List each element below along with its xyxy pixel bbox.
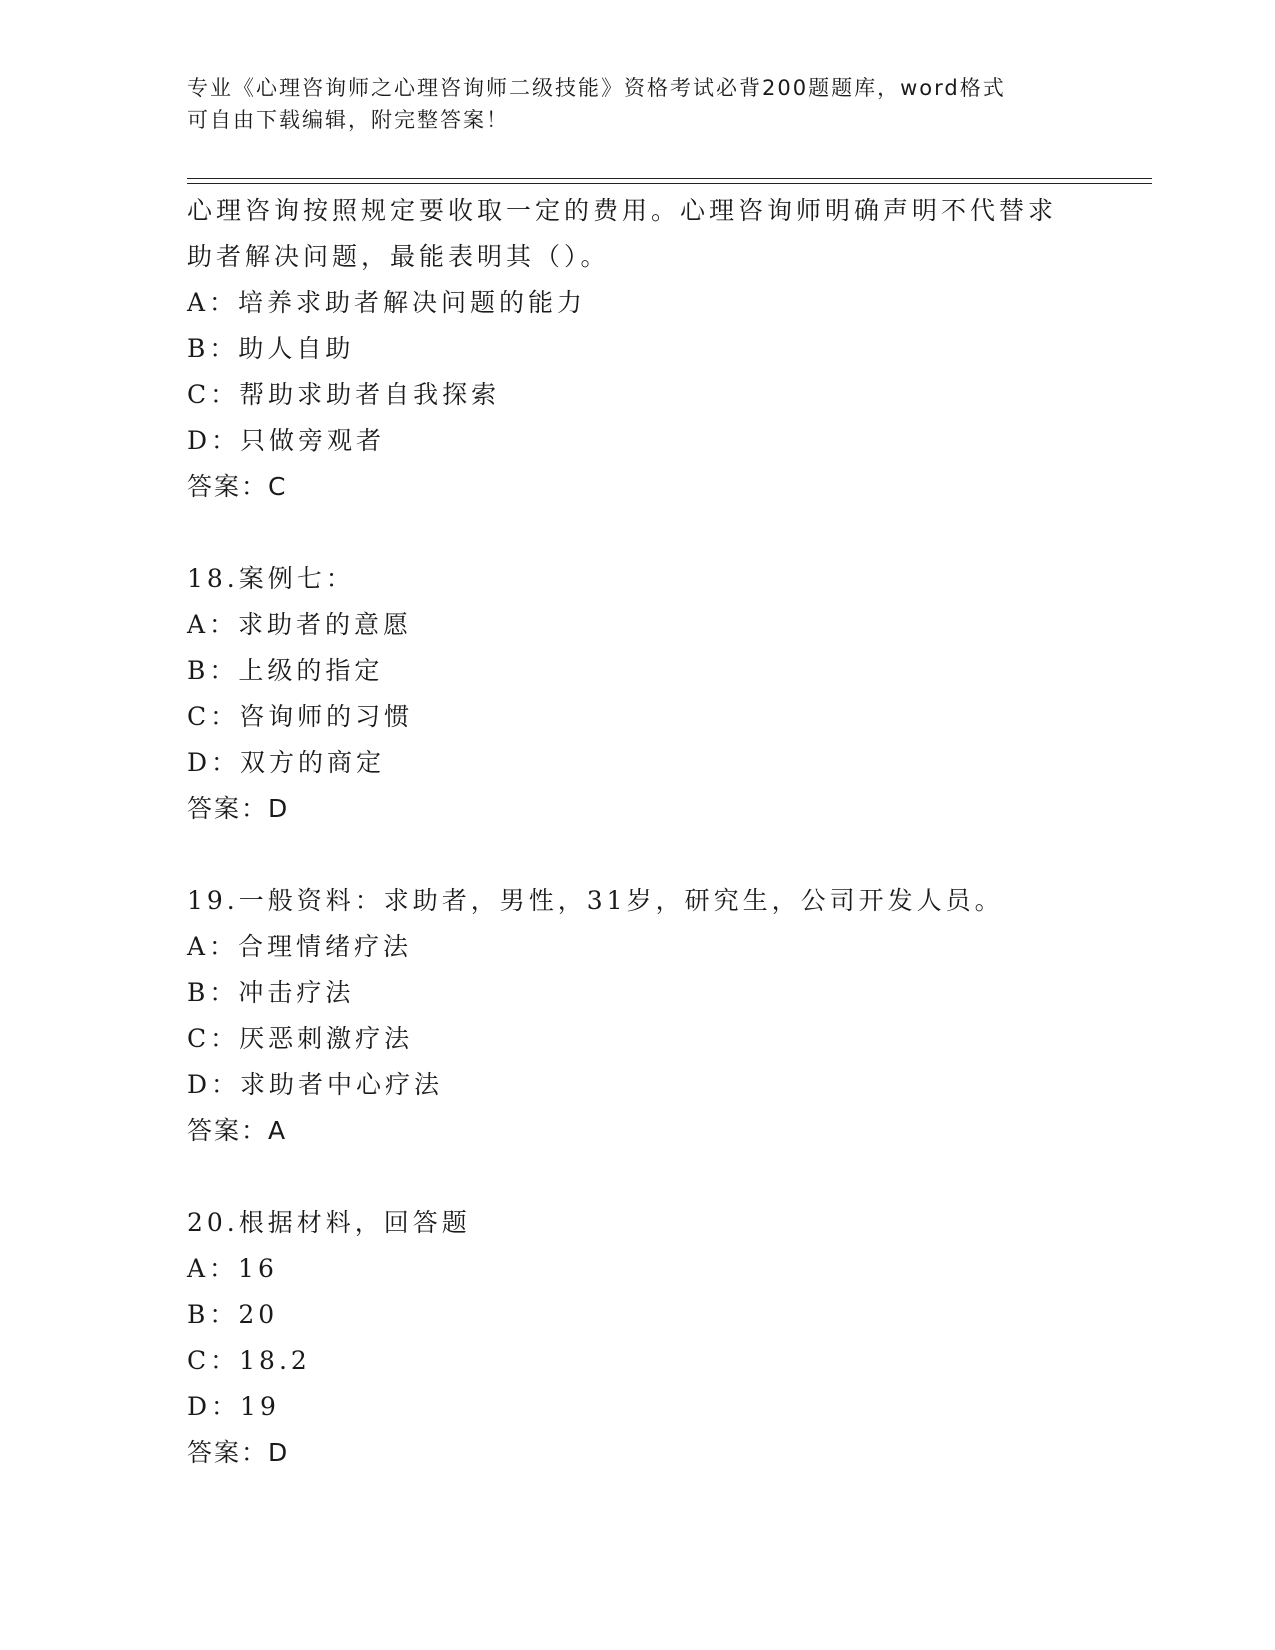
question-stem-line-1: 心理咨询按照规定要收取一定的费用。心理咨询师明确声明不代替求 <box>187 196 1058 225</box>
spacer <box>187 1154 1087 1200</box>
option-d: D：19 <box>187 1392 280 1421</box>
answer-line: 答案：A <box>187 1116 288 1145</box>
option-b: B：助人自助 <box>187 334 355 363</box>
option-c: C：厌恶刺激疗法 <box>187 1024 414 1053</box>
option-b: B：上级的指定 <box>187 656 384 685</box>
option-d: D：求助者中心疗法 <box>187 1070 444 1099</box>
question-17 <box>187 188 1087 510</box>
option-d: D：双方的商定 <box>187 748 386 777</box>
header-divider-top <box>187 178 1152 179</box>
header-line-1: 专业《心理咨询师之心理咨询师二级技能》资格考试必背200题题库，word格式 <box>187 76 1006 100</box>
spacer <box>187 832 1087 878</box>
option-c: C：帮助求助者自我探索 <box>187 380 501 409</box>
document-header <box>187 72 1067 136</box>
option-d: D：只做旁观者 <box>187 426 386 455</box>
option-c: C：咨询师的习惯 <box>187 702 414 731</box>
option-b: B：冲击疗法 <box>187 978 355 1007</box>
question-stem: 20.根据材料，回答题 <box>187 1208 471 1237</box>
spacer <box>187 510 1087 556</box>
question-stem: 19.一般资料：求助者，男性，31岁，研究生，公司开发人员。 <box>187 886 1004 915</box>
answer-line: 答案：D <box>187 1438 290 1467</box>
option-a: A：16 <box>187 1254 278 1283</box>
option-a: A：合理情绪疗法 <box>187 932 413 961</box>
answer-line: 答案：C <box>187 472 288 501</box>
question-stem-line-2: 助者解决问题，最能表明其（）。 <box>187 242 610 271</box>
question-20 <box>187 1200 1087 1476</box>
option-a: A：培养求助者解决问题的能力 <box>187 288 587 317</box>
question-list <box>187 188 1087 1476</box>
header-line-2: 可自由下载编辑，附完整答案！ <box>187 108 509 132</box>
option-b: B：20 <box>187 1300 279 1329</box>
header-divider-bottom <box>187 183 1152 184</box>
option-c: C：18.2 <box>187 1346 311 1375</box>
question-stem: 18.案例七： <box>187 564 355 593</box>
option-a: A：求助者的意愿 <box>187 610 413 639</box>
answer-line: 答案：D <box>187 794 290 823</box>
question-18 <box>187 556 1087 832</box>
question-19 <box>187 878 1087 1154</box>
